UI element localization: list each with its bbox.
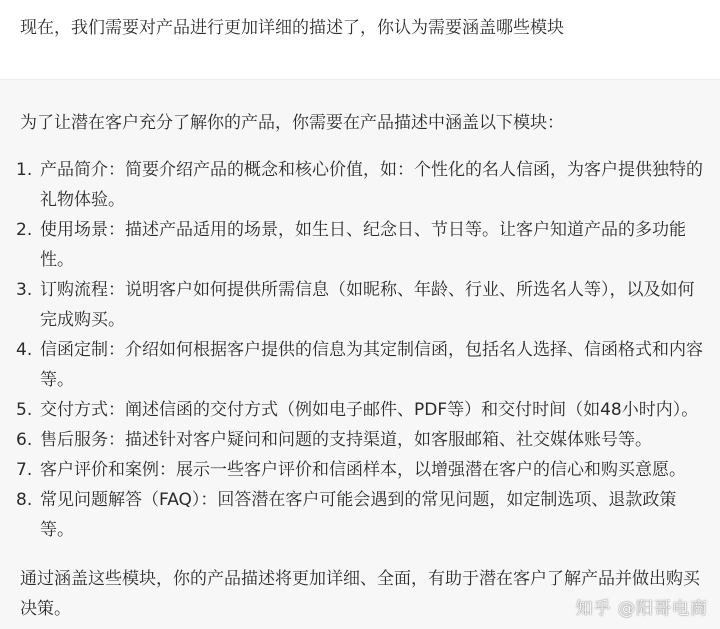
list-item-number: 3.	[16, 280, 33, 300]
list-item-number: 4.	[16, 340, 33, 360]
list-item-text: 售后服务：描述针对客户疑问和问题的支持渠道，如客服邮箱、社交媒体账号等。	[40, 430, 652, 450]
user-message-text: 现在，我们需要对产品进行更加详细的描述了，你认为需要涵盖哪些模块	[20, 18, 564, 38]
assistant-intro: 为了让潜在客户充分了解你的产品，你需要在产品描述中涵盖以下模块：	[20, 113, 564, 133]
list-item	[16, 335, 706, 395]
list-item-text: 交付方式：阐述信函的交付方式（例如电子邮件、PDF等）和交付时间（如48小时内）。	[40, 400, 699, 420]
list-item	[16, 485, 706, 545]
list-item-number: 5.	[16, 400, 33, 420]
assistant-conclusion: 通过涵盖这些模块，你的产品描述将更加详细、全面，有助于潜在客户了解产品并做出购买决策。	[20, 569, 700, 619]
list-item-number: 8.	[16, 490, 33, 510]
list-item-text: 客户评价和案例：展示一些客户评价和信函样本，以增强潜在客户的信心和购买意愿。	[40, 460, 686, 480]
list-item	[16, 155, 706, 215]
list-item-number: 1.	[16, 160, 33, 180]
assistant-message	[0, 79, 720, 629]
list-item	[16, 215, 706, 275]
list-item-text: 产品简介：简要介绍产品的概念和核心价值，如：个性化的名人信函，为客户提供独特的礼物体验。	[40, 160, 703, 210]
list-item	[16, 275, 706, 335]
list-item	[16, 455, 706, 485]
list-item	[16, 395, 706, 425]
list-item-number: 6.	[16, 430, 33, 450]
list-item-number: 7.	[16, 460, 33, 480]
watermark: 知乎 @阳哥电商	[575, 599, 708, 619]
user-message	[0, 0, 720, 79]
list-item-number: 2.	[16, 220, 33, 240]
list-item-text: 使用场景：描述产品适用的场景，如生日、纪念日、节日等。让客户知道产品的多功能性。	[40, 220, 686, 270]
list-item-text: 订购流程：说明客户如何提供所需信息（如昵称、年龄、行业、所选名人等），以及如何完成购买。	[40, 280, 695, 330]
list-item	[16, 425, 706, 455]
list-item-text: 信函定制：介绍如何根据客户提供的信息为其定制信函，包括名人选择、信函格式和内容等。	[40, 340, 703, 390]
module-list	[16, 155, 706, 545]
list-item-text: 常见问题解答（FAQ）：回答潜在客户可能会遇到的常见问题，如定制选项、退款政策等。	[40, 490, 677, 540]
